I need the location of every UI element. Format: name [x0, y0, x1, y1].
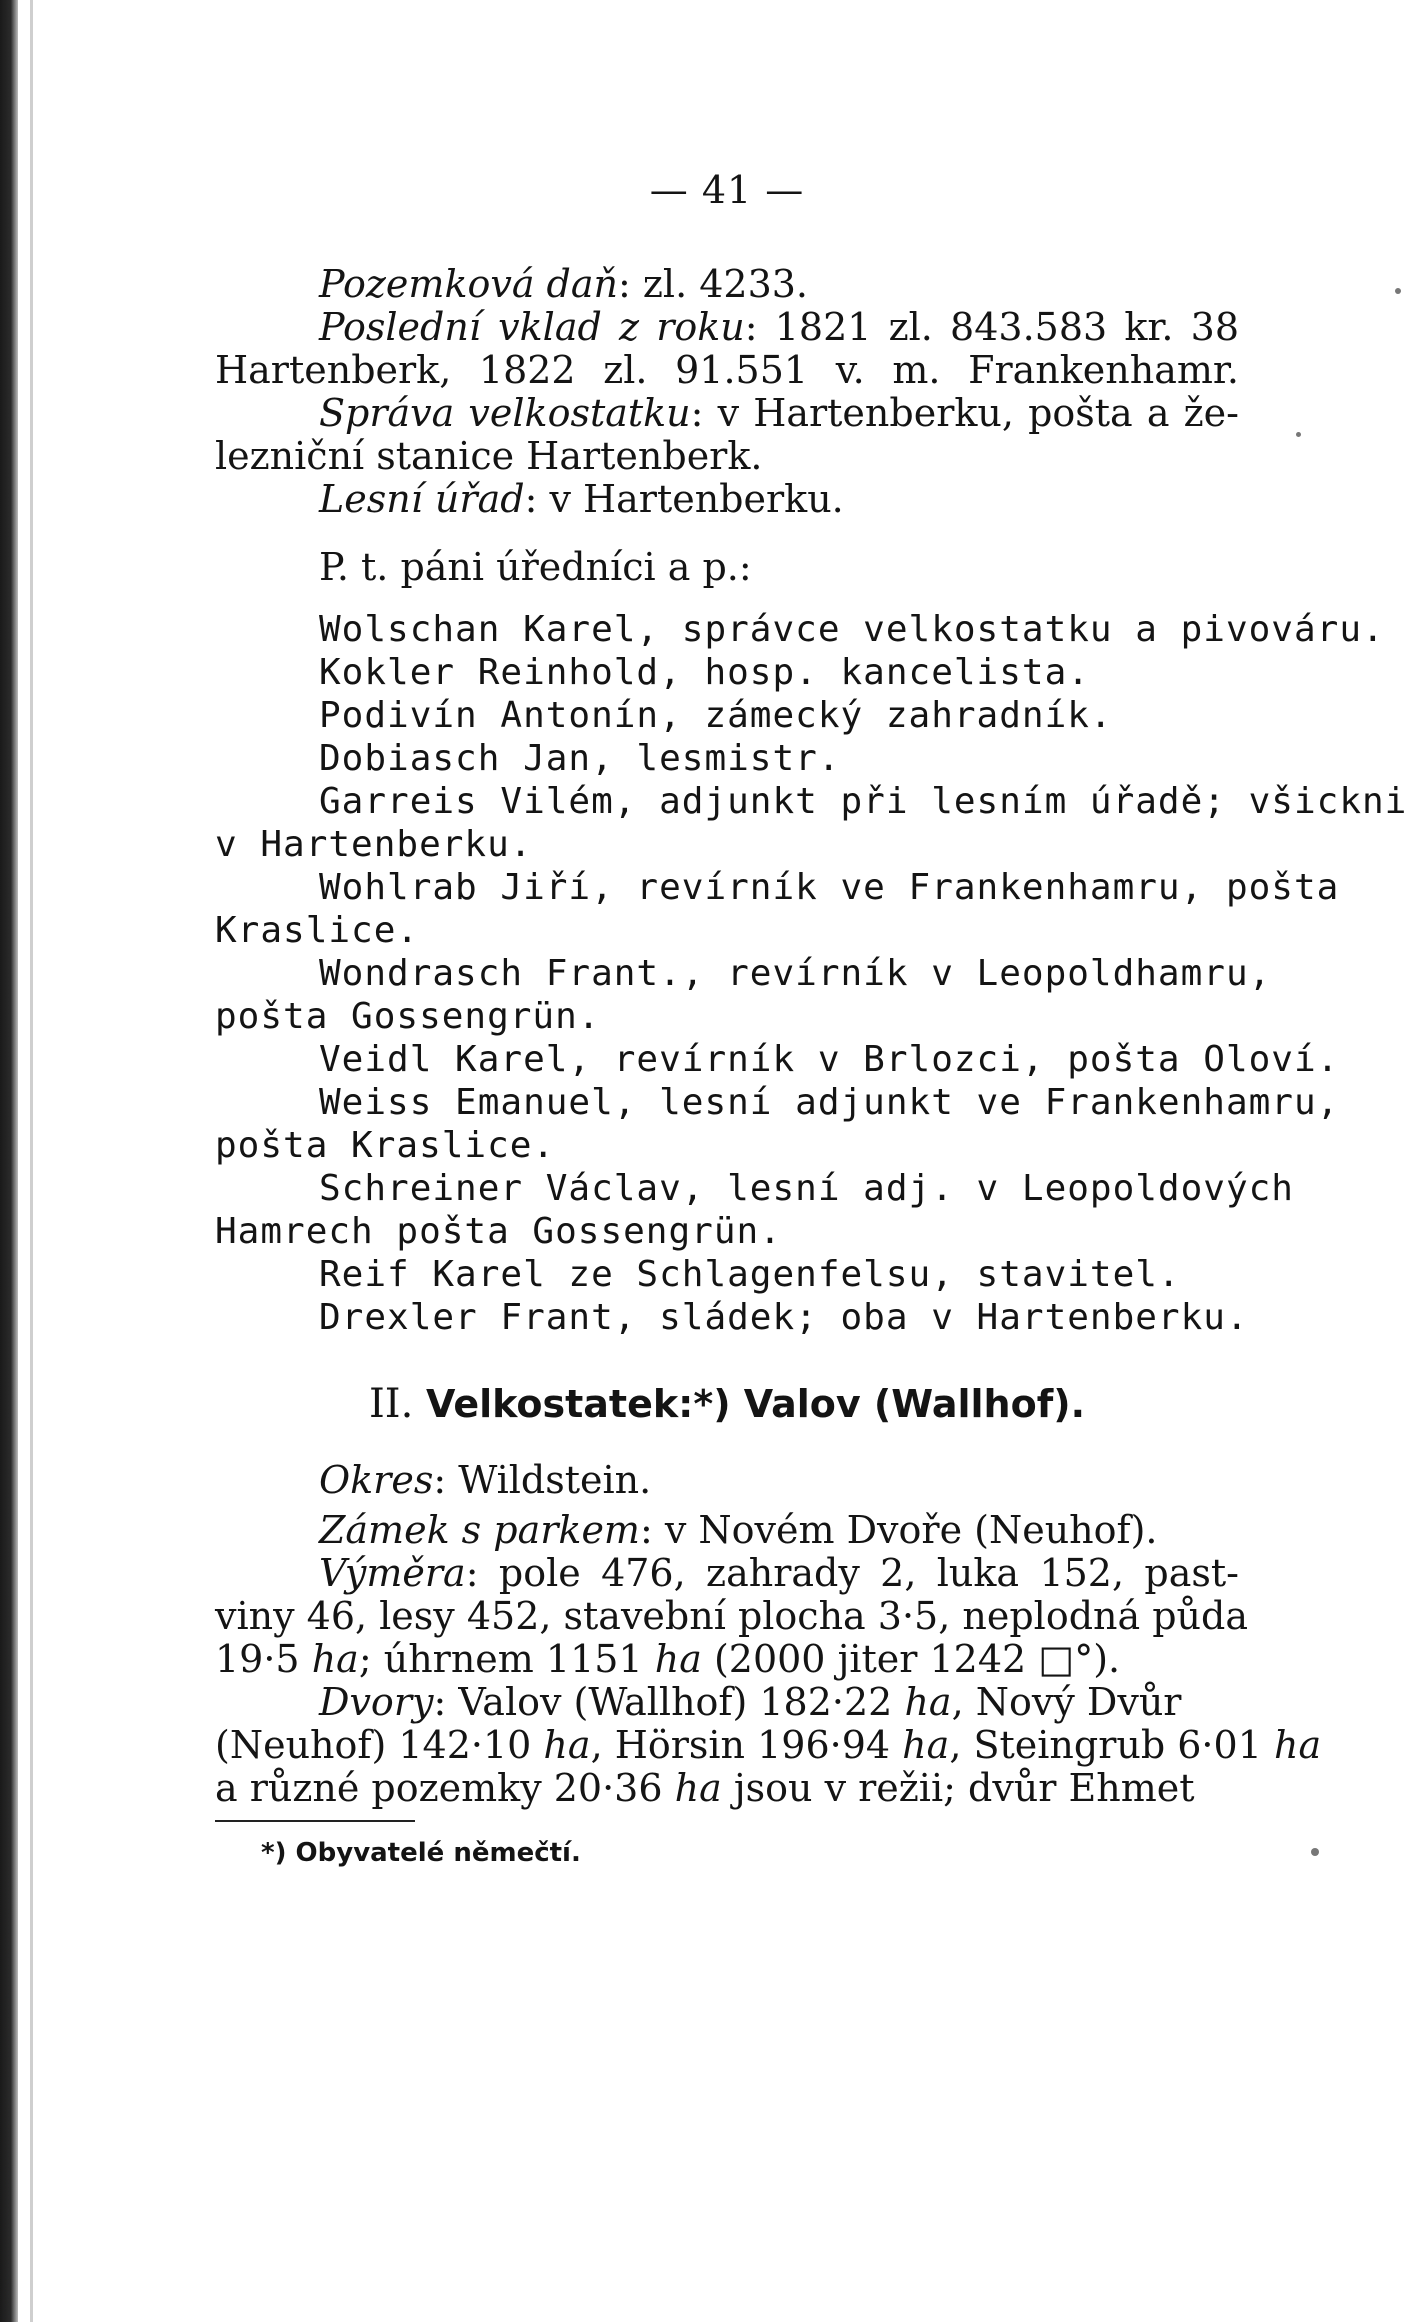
staff-line: Garreis Vilém, adjunkt při lesním úřadě; všickni: [319, 781, 1408, 822]
area-line: Výměra: pole 476, zahrady 2, luka 152, past-: [319, 1551, 1239, 1595]
paper-speck: [1395, 288, 1401, 294]
page-spine-shadow: [0, 0, 18, 2322]
staff-line: Wondrasch Frant., revírník v Leopoldhamru,: [319, 953, 1272, 994]
staff-line: Reif Karel ze Schlagenfelsu, stavitel.: [319, 1254, 1181, 1295]
staff-line: Podivín Antonín, zámecký zahradník.: [319, 695, 1113, 736]
section-heading: [215, 1380, 1239, 1428]
text-line: Hartenberk, 1822 zl. 91.551 v. m. Frankenhamr.: [215, 348, 1239, 392]
district-line: Okres: Wildstein.: [319, 1458, 652, 1502]
page-edge-line: [30, 0, 33, 2322]
paper-speck: [1296, 432, 1301, 437]
farms-line-3: a různé pozemky 20·36 ha jsou v režii; dvůr Ehmet: [215, 1766, 1195, 1810]
area-total-line: 19·5 ha; úhrnem 1151 ha (2000 jiter 1242 □°).: [215, 1637, 1121, 1681]
staff-line: Wohlrab Jiří, revírník ve Frankenhamru, pošta: [319, 867, 1340, 908]
staff-line: pošta Gossengrün.: [215, 996, 601, 1037]
footnote-rule: [215, 1820, 415, 1822]
page-number: — 41 —: [649, 168, 805, 212]
farms-line: Dvory: Valov (Wallhof) 182·22 ha, Nový Dvůr: [319, 1680, 1182, 1724]
staff-line: Weiss Emanuel, lesní adjunkt ve Frankenhamru,: [319, 1082, 1340, 1123]
text-line: lezniční stanice Hartenberk.: [215, 434, 763, 478]
estate-admin-line: Správa velkostatku: v Hartenberku, pošta a že-: [319, 391, 1239, 435]
section-numeral: II.: [368, 1381, 414, 1427]
staff-line: pošta Kraslice.: [215, 1125, 556, 1166]
staff-line: v Hartenberku.: [215, 824, 533, 865]
staff-line: Veidl Karel, revírník v Brlozci, pošta Oloví.: [319, 1039, 1340, 1080]
staff-intro: P. t. páni úředníci a p.:: [319, 545, 752, 589]
footnote: *) Obyvatelé němečtí.: [261, 1838, 581, 1868]
staff-line: Drexler Frant, sládek; oba v Hartenberku.: [319, 1297, 1249, 1338]
farms-line-2: (Neuhof) 142·10 ha, Hörsin 196·94 ha, Steingrub 6·01 ha: [215, 1723, 1322, 1767]
land-tax-line: Pozemková daň: zl. 4233.: [319, 262, 809, 306]
staff-line: Hamrech pošta Gossengrün.: [215, 1211, 782, 1252]
last-deposit-line: Poslední vklad z roku: 1821 zl. 843.583 kr. 38: [319, 305, 1239, 349]
section-title: Velkostatek:*) Valov (Wallhof).: [426, 1382, 1086, 1426]
paper-speck: [1311, 1848, 1319, 1856]
staff-line: Dobiasch Jan, lesmistr.: [319, 738, 841, 779]
staff-line: Wolschan Karel, správce velkostatku a pivováru.: [319, 609, 1385, 650]
staff-line: Schreiner Václav, lesní adj. v Leopoldových: [319, 1168, 1294, 1209]
forest-office-line: Lesní úřad: v Hartenberku.: [319, 477, 844, 521]
staff-line: Kraslice.: [215, 910, 420, 951]
text-line: viny 46, lesy 452, stavební plocha 3·5, neplodná půda: [215, 1594, 1249, 1638]
castle-line: Zámek s parkem: v Novém Dvoře (Neuhof).: [319, 1508, 1158, 1552]
staff-line: Kokler Reinhold, hosp. kancelista.: [319, 652, 1090, 693]
